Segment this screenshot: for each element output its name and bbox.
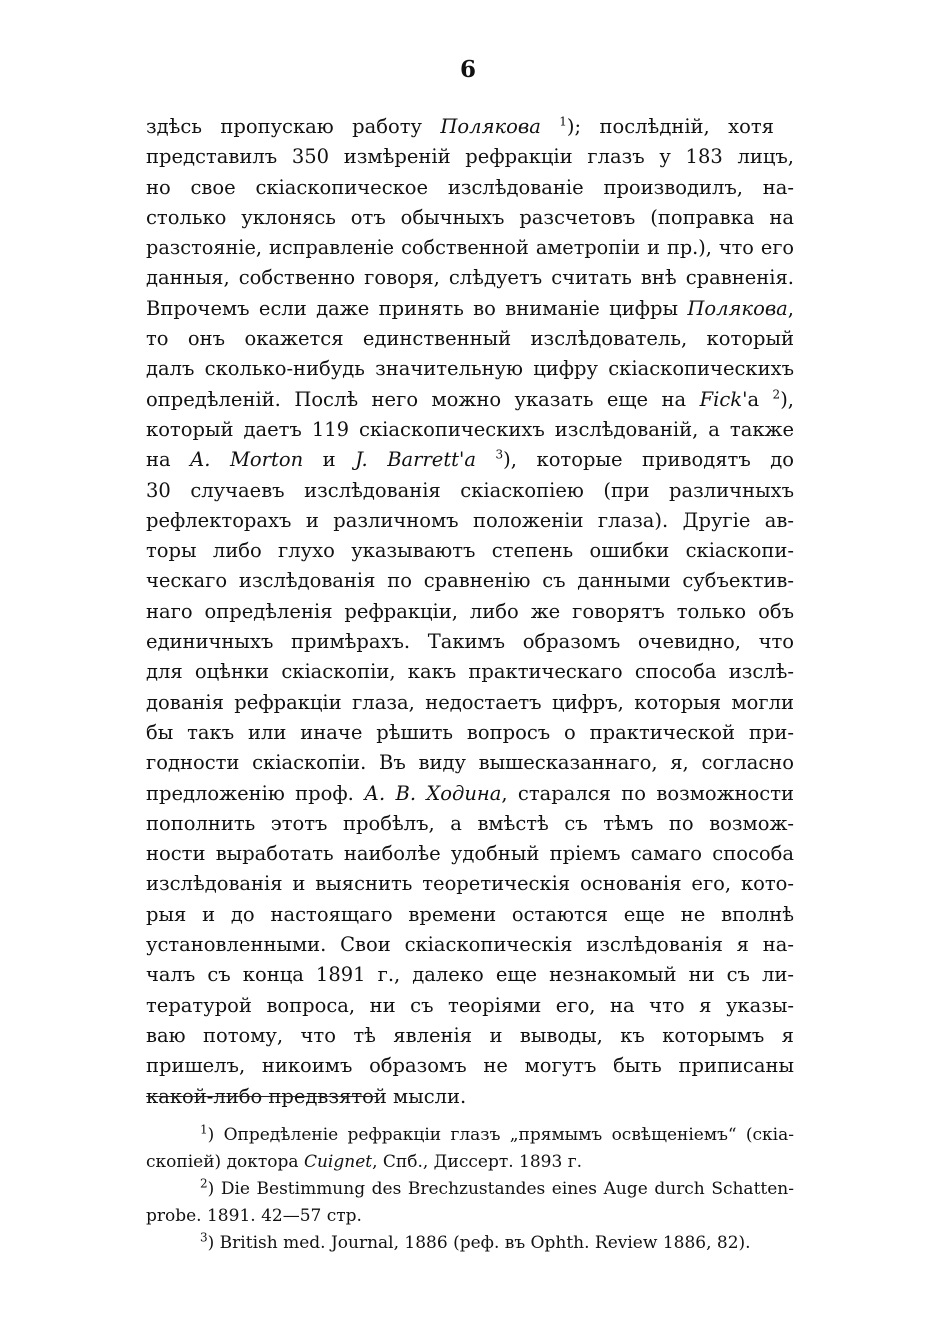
text-line: тературой вопроса, ни съ теоріями его, на что я указы-	[146, 993, 794, 1017]
text-line: то онъ окажется единственный изслѣдователь, который	[146, 327, 794, 351]
text-line: представилъ 350 измѣреній рефракціи глазъ у 183 лицъ,	[146, 145, 794, 169]
text-line: пополнить этотъ пробѣлъ, а вмѣстѣ съ тѣмъ по возмож-	[146, 811, 794, 835]
text-line: опредѣленій. Послѣ него можно указать еще на Fick'а $^2$),	[146, 387, 794, 411]
footnotes	[146, 1122, 794, 1257]
footnote-ref: 2	[772, 387, 781, 402]
author-name: Fick	[699, 387, 743, 411]
text-line: наго опредѣленія рефракціи, либо же говорятъ только объ	[146, 599, 794, 623]
text-line: ческаго изслѣдованія по сравненію съ данными субъектив-	[146, 569, 794, 593]
text-line: торы либо глухо указываютъ степень ошибки скіаскопи-	[146, 539, 794, 563]
text-line: какой-либо предвзятой мысли.	[146, 1084, 467, 1108]
footnote-mark: 3	[200, 1230, 208, 1245]
text-line: Впрочемъ если даже принять во вниманіе цифры Полякова,	[146, 296, 794, 320]
text-line: рефлекторахъ и различномъ положеніи глаза). Другіе ав-	[146, 508, 794, 532]
text-line: рыя и до настоящаго времени остаются еще не вполнѣ	[146, 902, 794, 926]
text-line: единичныхъ примѣрахъ. Такимъ образомъ очевидно, что	[146, 630, 794, 654]
text-line: 30 случаевъ изслѣдованія скіаскопіею (при различныхъ	[146, 478, 794, 502]
text-line: установленными. Свои скіаскопическія изслѣдованія я на-	[146, 933, 794, 957]
text-line: дованія рефракціи глаза, недостаетъ цифръ, которыя могли	[146, 690, 794, 714]
text-line: столько уклонясь отъ обычныхъ разсчетовъ (поправка на	[146, 205, 794, 229]
text-line: разстояніе, исправленіе собственной аметропіи и пр.), что его	[146, 236, 794, 260]
footnote-1: $^1$) Опредѣленіе рефракціи глазъ „прямымъ освѣщеніемъ“ (скіа-	[200, 1122, 794, 1145]
author-name: А. В. Ходина	[364, 781, 502, 805]
text-line: ности выработать наиболѣе удобный пріемъ самаго способа	[146, 842, 794, 866]
text-line: ваю потому, что тѣ явленія и выводы, къ которымъ я	[146, 1023, 794, 1047]
text-line: предложенію проф. А. В. Ходина, старался по возможности	[146, 781, 794, 805]
body-text	[146, 112, 794, 1112]
text-line: годности скіаскопіи. Въ виду вышесказаннаго, я, согласно	[146, 751, 794, 775]
text-line: для оцѣнки скіаскопіи, какъ практическаго способа изслѣ-	[146, 660, 794, 684]
text-line: изслѣдованія и выяснить теоретическія основанія его, кото-	[146, 872, 794, 896]
footnote-mark: 1	[200, 1122, 208, 1137]
text-line: который даетъ 119 скіаскопическихъ изслѣдованій, а также	[146, 417, 794, 441]
footnote-separator	[146, 1096, 376, 1097]
author-name: A. Morton	[190, 448, 304, 472]
text-line: на A. Morton и J. Barrett'a $^3$), которые приводятъ до	[146, 447, 794, 472]
footnote-mark: 2	[200, 1176, 208, 1191]
text-line: чалъ съ конца 1891 г., далеко еще незнакомый ни съ ли-	[146, 963, 794, 987]
author-name: J. Barrett'a	[355, 448, 476, 472]
author-name: Cuignet	[303, 1152, 373, 1172]
author-name: Полякова	[687, 296, 788, 320]
author-name: Полякова	[440, 115, 541, 138]
text-line: далъ сколько-нибудь значительную цифру скіаскопическихъ	[146, 357, 794, 381]
footnote-2: $^2$) Die Bestimmung des Brechzustandes eines Auge durch Schatten-	[200, 1176, 794, 1199]
footnote-1-continued: скопіей) доктора Cuignet, Спб., Диссерт. 1893 г.	[146, 1152, 583, 1172]
page-number: 6	[459, 56, 476, 83]
footnote-3: $^3$) British med. Journal, 1886 (реф. въ Ophth. Review 1886, 82).	[200, 1230, 751, 1253]
text-line: данныя, собственно говоря, слѣдуетъ считать внѣ сравненія.	[146, 266, 794, 290]
footnote-ref: 3	[495, 447, 504, 462]
text-line: но свое скіаскопическое изслѣдованіе производилъ, на-	[146, 175, 794, 199]
footnote-ref: 1	[559, 114, 567, 129]
footnote-2-continued: probe. 1891. 42—57 стр.	[146, 1206, 362, 1226]
text-line: пришелъ, никоимъ образомъ не могутъ быть приписаны	[146, 1054, 794, 1078]
text-line: бы такъ или иначе рѣшить вопросъ о практической при-	[146, 720, 794, 744]
text-line: здѣсь пропускаю работу Полякова $^1$); послѣдній, хотя	[146, 114, 774, 138]
